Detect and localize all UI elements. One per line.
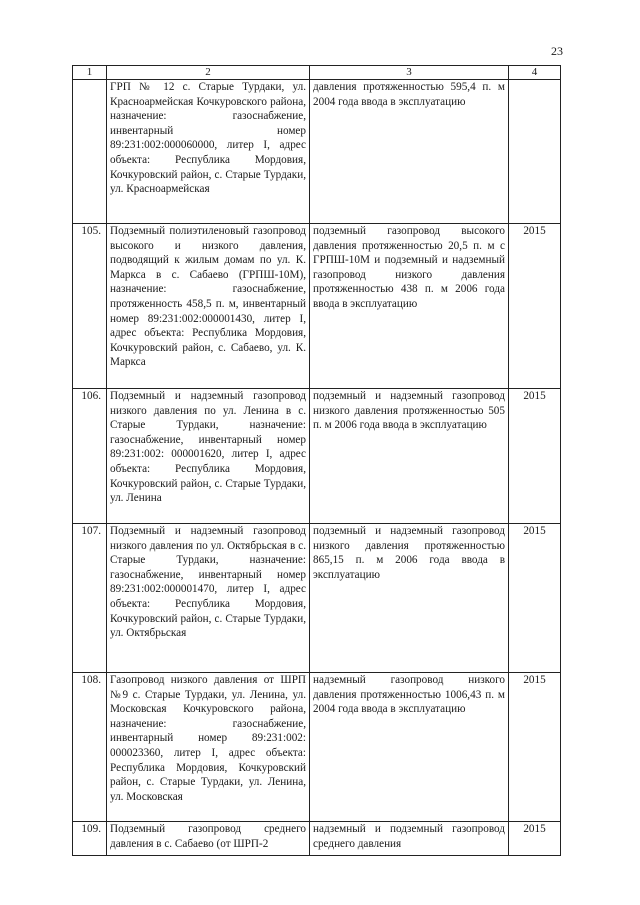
table-row [73, 224, 561, 389]
year-cell [509, 80, 561, 224]
pipeline-details: подземный и надземный газопровод низкого давления протяженностью 505 п. м 2006 года ввода в эксплуатацию [310, 389, 509, 524]
header-cell: 4 [509, 66, 561, 80]
row-number: 106. [73, 389, 107, 524]
year-cell: 2015 [509, 389, 561, 524]
object-description: Подземный и надземный газопровод низкого давления по ул. Ленина в с. Старые Турдаки, назначение: газоснабжение, инвентарный номер 89:231:002: 000001620, литер I, адрес объекта: Республика Мордовия, Кочкуровский район, с. Старые Турдаки, ул. Ленина [107, 389, 310, 524]
pipeline-details: надземный газопровод низкого давления протяженностью 1006,43 п. м 2004 года ввода в эксплуатацию [310, 673, 509, 822]
object-description: Подземный и надземный газопровод низкого давления по ул. Октябрьская в с. Старые Турдаки, назначение: газоснабжение, инвентарный номер 89:231:002:000001470, литер I, адрес объекта: Республика Мордовия, Кочкуровский район, с. Старые Турдаки, ул. Октябрьская [107, 524, 310, 673]
object-description: Подземный газопровод среднего давления в с. Сабаево (от ШРП-2 [107, 822, 310, 856]
row-number: 105. [73, 224, 107, 389]
year-cell: 2015 [509, 822, 561, 856]
table-row [73, 822, 561, 856]
header-row [73, 66, 561, 80]
pipeline-details: давления протяженностью 595,4 п. м 2004 года ввода в эксплуатацию [310, 80, 509, 224]
year-cell: 2015 [509, 224, 561, 389]
object-description: ГРП № 12 с. Старые Турдаки, ул. Красноармейская Кочкуровского района, назначение: газоснабжение, инвентарный номер 89:231:002:000060000, литер I, адрес объекта: Республика Мордовия, Кочкуровский район, с. Старые Турдаки, ул. Красноармейская [107, 80, 310, 224]
pipeline-details: подземный газопровод высокого давления протяженностью 20,5 п. м с ГРПШ-10М и подземный и надземный газопровод низкого давления протяженностью 438 п. м 2006 года ввода в эксплуатацию [310, 224, 509, 389]
header-cell: 1 [73, 66, 107, 80]
pipeline-details: надземный и подземный газопровод среднего давления [310, 822, 509, 856]
year-cell: 2015 [509, 673, 561, 822]
table-row [73, 524, 561, 673]
row-number: 109. [73, 822, 107, 856]
property-table [72, 65, 561, 856]
year-cell: 2015 [509, 524, 561, 673]
table-row [73, 80, 561, 224]
pipeline-details: подземный и надземный газопровод низкого давления протяженностью 865,15 п. м 2006 года ввода в эксплуатацию [310, 524, 509, 673]
header-cell: 2 [107, 66, 310, 80]
header-cell: 3 [310, 66, 509, 80]
row-number [73, 80, 107, 224]
page-number: 23 [551, 44, 563, 58]
table-row [73, 389, 561, 524]
row-number: 107. [73, 524, 107, 673]
object-description: Газопровод низкого давления от ШРП №9 с. Старые Турдаки, ул. Ленина, ул. Московская Кочкуровского района, назначение: газоснабжение, инвентарный номер 89:231:002: 000023360, литер I, адрес объекта: Республика Мордовия, Кочкуровский район, с. Старые Турдаки, ул. Ленина, ул. Московская [107, 673, 310, 822]
row-number: 108. [73, 673, 107, 822]
table-row [73, 673, 561, 822]
object-description: Подземный полиэтиленовый газопровод высокого и низкого давления, подводящий к жилым домам по ул. К. Маркса в с. Сабаево (ГРПШ-10М), назначение: газоснабжение, протяженность 458,5 п. м, инвентарный номер 89:231:002:000001430, литер I, адрес объекта: Республика Мордовия, Кочкуровский район, с. Сабаево, ул. К. Маркса [107, 224, 310, 389]
